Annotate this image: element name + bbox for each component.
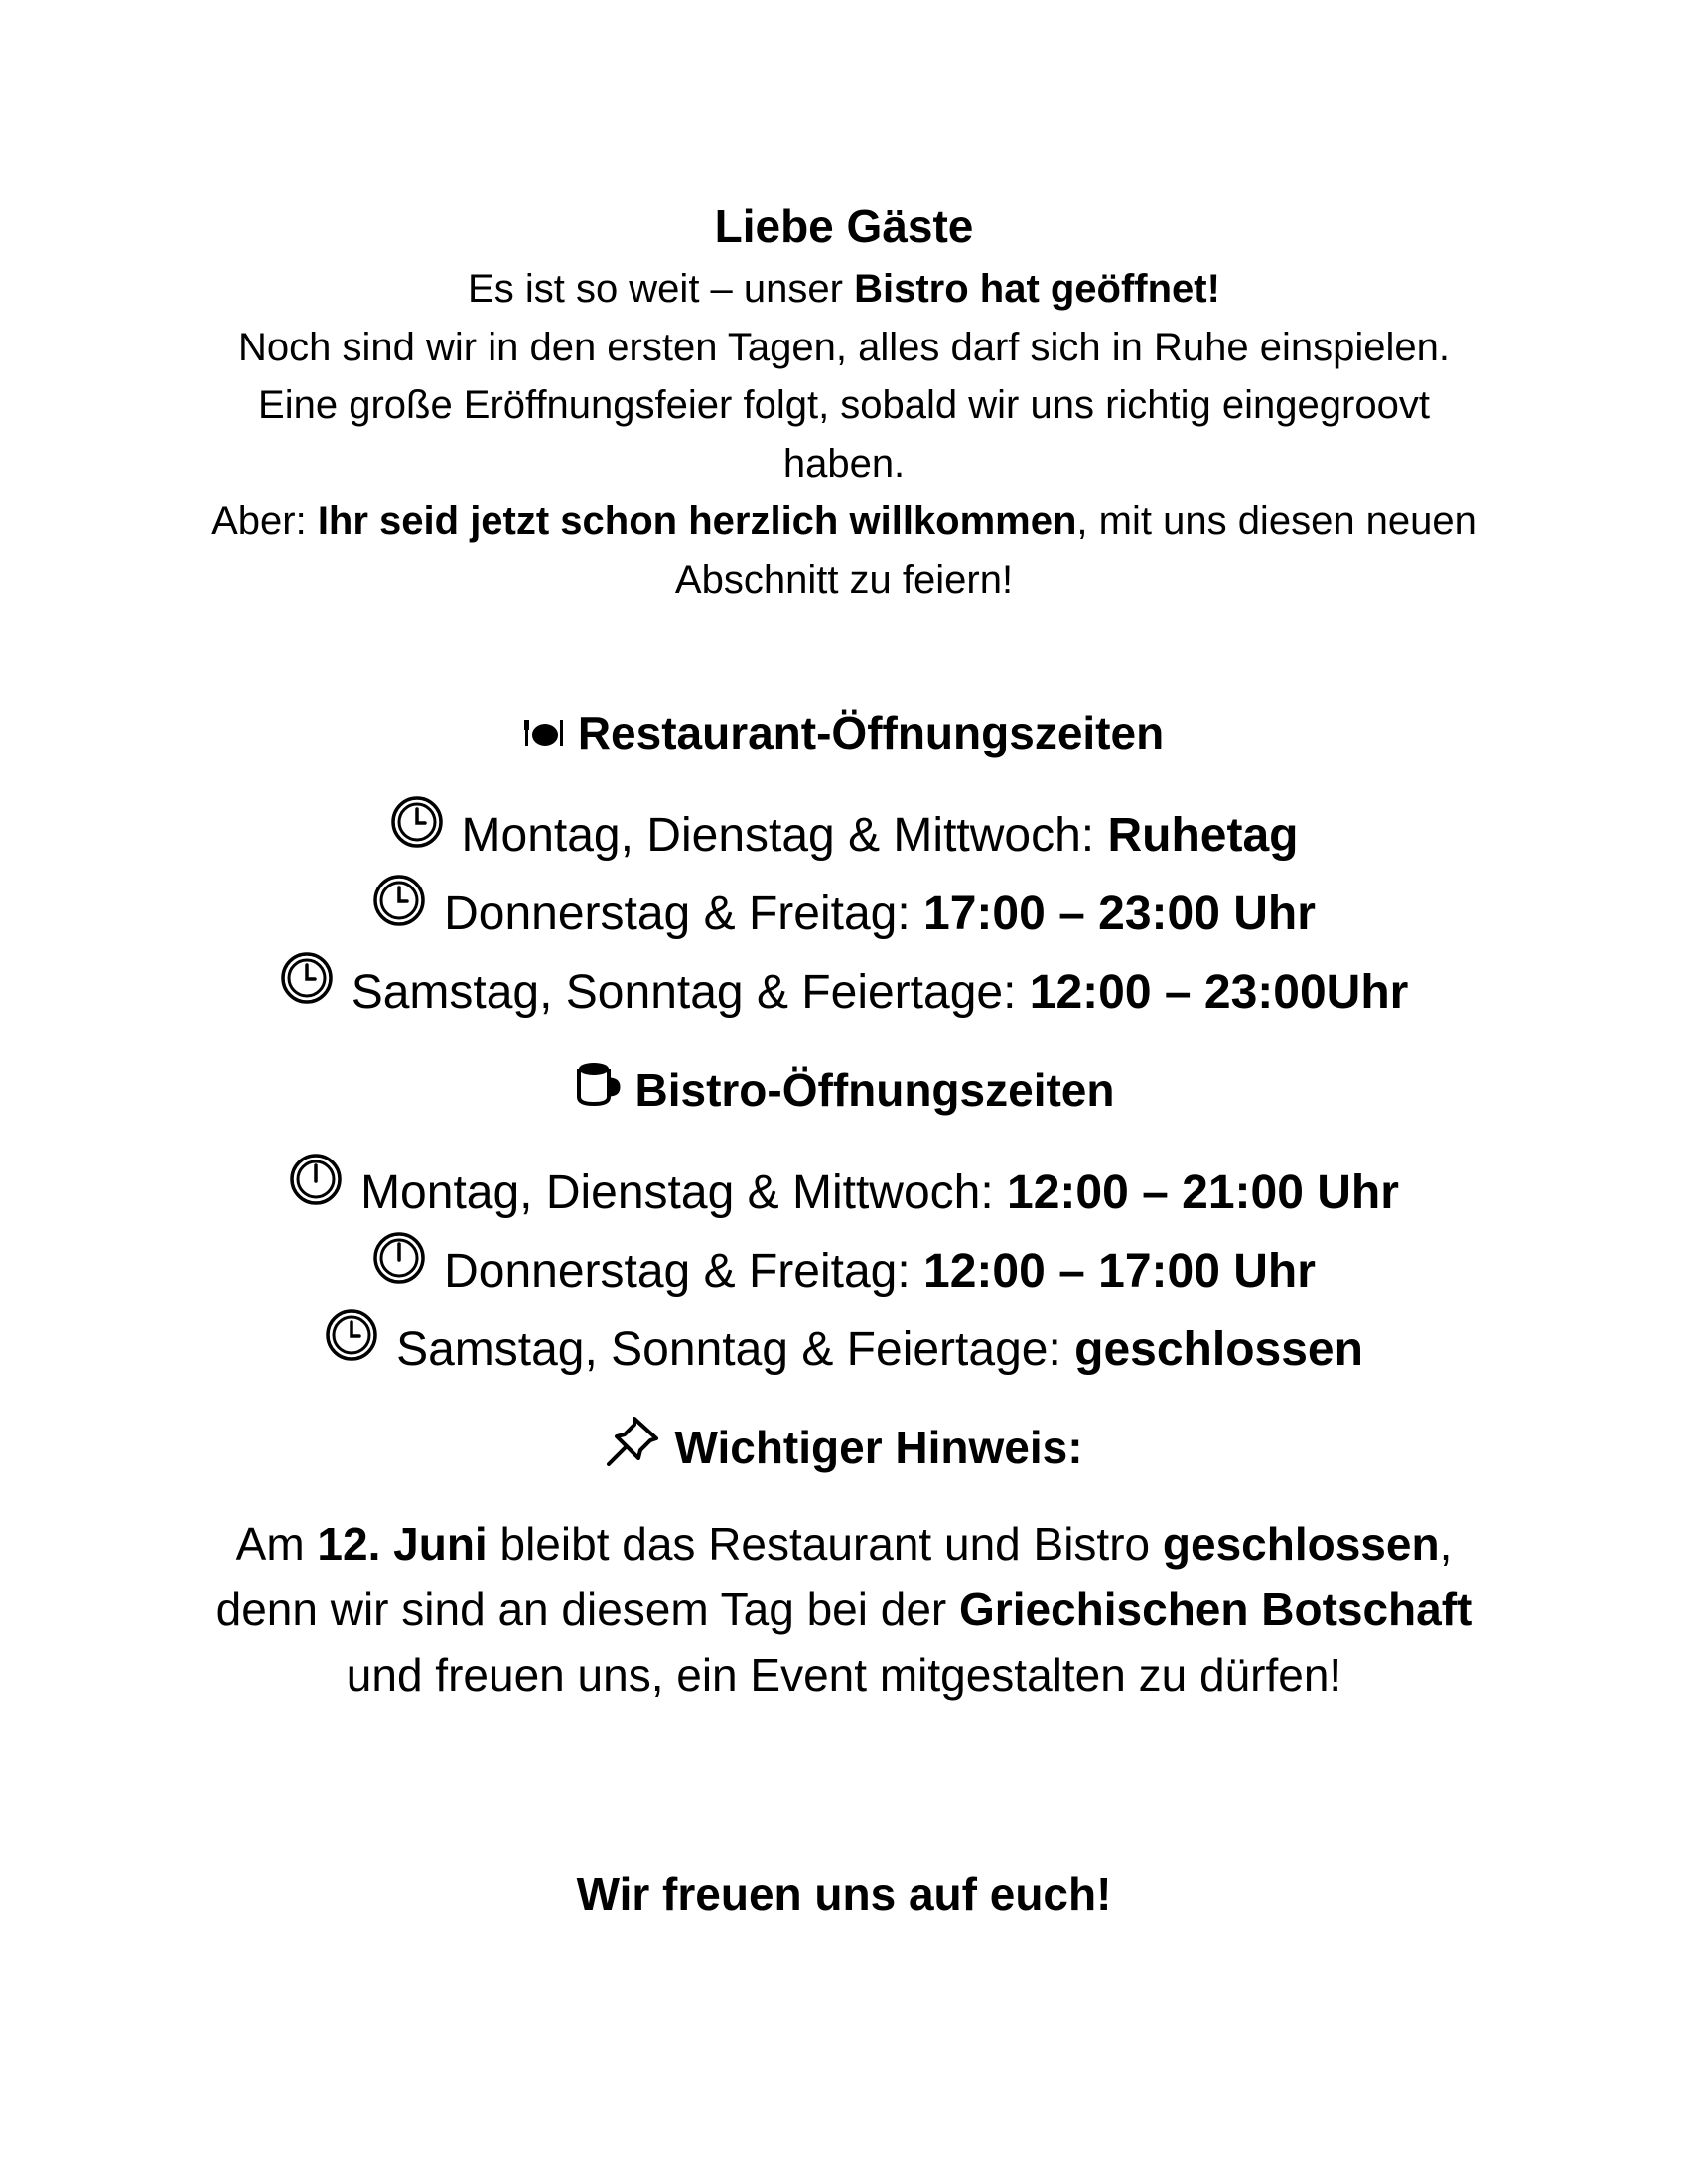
notice-date: 12. Juni	[317, 1518, 488, 1570]
bistro-row-thu-fri	[199, 1234, 1489, 1312]
bistro-heading-text: Bistro-Öffnungszeiten	[634, 1064, 1115, 1116]
intro-line-4-bold: Ihr seid jetzt schon herzlich willkommen	[317, 499, 1077, 543]
bistro-row-time: geschlossen	[1074, 1322, 1363, 1376]
notice-paragraph-1	[199, 1511, 1489, 1576]
closing-line: Wir freuen uns auf euch!	[576, 1868, 1112, 1920]
intro-line-4-post: , mit uns diesen neuen Abschnitt zu feiern!	[674, 499, 1477, 602]
pushpin-icon	[605, 1415, 660, 1480]
bistro-heading	[199, 1060, 1489, 1125]
restaurant-row-days: Samstag, Sonntag & Feiertage:	[351, 965, 1030, 1019]
bistro-schedule	[199, 1156, 1489, 1390]
notice-text	[199, 1511, 1489, 1707]
restaurant-schedule	[199, 798, 1489, 1032]
bistro-row-days: Donnerstag & Freitag:	[444, 1244, 923, 1297]
intro-line-4	[199, 492, 1489, 609]
bistro-row-days: Montag, Dienstag & Mittwoch:	[360, 1166, 1008, 1219]
bistro-row-time: 12:00 – 21:00 Uhr	[1007, 1166, 1399, 1219]
notice-p2-pre: denn wir sind an diesem Tag bei der	[215, 1583, 960, 1635]
bistro-row-mon-wed	[199, 1156, 1489, 1234]
restaurant-row-time: 17:00 – 23:00 Uhr	[923, 887, 1316, 940]
clock-icon	[372, 1231, 426, 1307]
notice-paragraph-2	[199, 1576, 1489, 1642]
notice-p1-post: ,	[1439, 1518, 1453, 1570]
notice-heading	[199, 1418, 1489, 1484]
restaurant-row-thu-fri	[199, 877, 1489, 955]
clock-icon	[372, 874, 426, 950]
intro-line-1-text: Es ist so weit – unser	[468, 267, 855, 311]
intro-line-2: Noch sind wir in den ersten Tagen, alles darf sich in Ruhe einspielen.	[238, 325, 1450, 369]
restaurant-row-days: Donnerstag & Freitag:	[444, 887, 923, 940]
intro-text	[199, 260, 1489, 609]
notice-p1-pre: Am	[235, 1518, 318, 1570]
restaurant-row-time: 12:00 – 23:00Uhr	[1029, 965, 1409, 1019]
notice-paragraph-3: und freuen uns, ein Event mitgestalten zu dürfen!	[346, 1649, 1342, 1701]
restaurant-heading-text: Restaurant-Öffnungszeiten	[577, 707, 1165, 758]
clock-icon	[390, 795, 444, 872]
notice-p1-mid: bleibt das Restaurant und Bistro	[487, 1518, 1163, 1570]
intro-line-4-pre: Aber:	[211, 499, 318, 543]
clock-icon	[280, 951, 334, 1027]
notice-closed: geschlossen	[1162, 1518, 1440, 1570]
restaurant-row-mon-wed	[199, 798, 1489, 877]
intro-line-1	[199, 260, 1489, 319]
intro-line-3: Eine große Eröffnungsfeier folgt, sobald wir uns richtig eingegroovt haben.	[258, 383, 1430, 485]
coffee-cup-icon	[574, 1059, 622, 1121]
page-title: Liebe Gäste	[714, 201, 974, 252]
restaurant-row-time: Ruhetag	[1107, 809, 1299, 862]
restaurant-heading	[199, 703, 1489, 766]
notice-heading-text: Wichtiger Hinweis:	[674, 1422, 1083, 1473]
clock-icon	[325, 1308, 378, 1385]
intro-line-1-bold: Bistro hat geöffnet!	[854, 267, 1220, 311]
notice-embassy: Griechischen Botschaft	[959, 1583, 1473, 1635]
bistro-row-sat-sun	[199, 1312, 1489, 1391]
clock-icon	[289, 1153, 343, 1229]
restaurant-row-days: Montag, Dienstag & Mittwoch:	[461, 809, 1108, 862]
plate-cutlery-icon	[524, 703, 564, 762]
bistro-row-time: 12:00 – 17:00 Uhr	[923, 1244, 1316, 1297]
restaurant-row-sat-sun	[199, 955, 1489, 1033]
bistro-row-days: Samstag, Sonntag & Feiertage:	[396, 1322, 1075, 1376]
